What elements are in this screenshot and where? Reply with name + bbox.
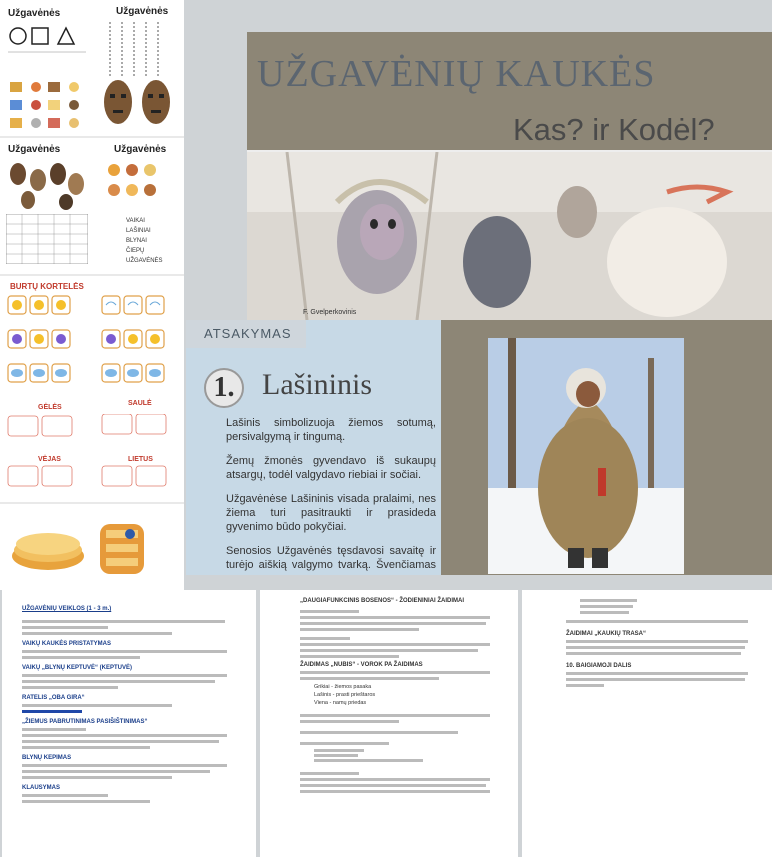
worksheet-title: Užgavėnės <box>116 6 169 17</box>
fortune-cards-thumbnail[interactable] <box>0 276 184 502</box>
label-cards <box>6 414 178 494</box>
mask-collage <box>6 160 88 210</box>
word-item: UŽGAVĖNĖS <box>126 258 163 264</box>
doc-item: Lašinis - prasti prieštaros <box>314 692 376 698</box>
pancake-thumbnail[interactable] <box>0 504 184 590</box>
card-label-vejas: VĖJAS <box>38 456 61 463</box>
document-page-1[interactable] <box>2 590 256 857</box>
answer-number: 1. <box>204 368 244 408</box>
document-page-3[interactable] <box>522 590 772 857</box>
answer-body <box>226 416 436 574</box>
photo-credit: F. Gvelperkovinis <box>303 309 357 316</box>
answer-paragraph: Senosios Užgavėnės tęsdavosi savaitę ir turėjo aiškią valgymo tvarką. Švenčiamas <box>226 545 436 571</box>
worksheet-title: Užgavėnės <box>8 144 61 155</box>
carnival-photo <box>247 152 772 320</box>
doc-item: RATELIS „OBA GIRA“ <box>22 695 85 701</box>
food-illustrations <box>102 160 174 206</box>
answer-paragraph: Lašinis simbolizuoja žiemos sotumą, persivalgymą ir tingumą. <box>226 417 436 443</box>
shapes-illustration <box>8 24 86 54</box>
doc-item: BLYNŲ KEPIMAS <box>22 755 72 761</box>
title-slide[interactable] <box>247 32 772 320</box>
worksheet-thumbnail-4[interactable] <box>92 138 184 274</box>
worksheet-title: Užgavėnės <box>8 8 61 19</box>
answer-paragraph: Žemų žmonės gyvendavo iš sukaupų atsargų, todėl valgydavo riebiai ir sočiai. <box>226 455 436 481</box>
doc-item: ŽAIDIMAI „KAUKIŲ TRASA“ <box>566 631 646 637</box>
cards-title: BURTŲ KORTELĖS <box>10 282 84 291</box>
doc-item: VAIKŲ KAUKĖS PRISTATYMAS <box>22 641 112 647</box>
word-item: ČIEPŲ <box>126 248 145 254</box>
card-label-saule: SAULĖ <box>128 400 152 407</box>
card-label-geles: GĖLĖS <box>38 404 62 411</box>
lasininis-photo <box>488 338 684 574</box>
doc-item: Viena - namų priedas <box>314 700 367 706</box>
doc-item: ŽAIDIMAS „NUBIS“ - VOROK PA ŽAIDIMAS <box>300 662 423 668</box>
word-item: VAIKAI <box>126 218 145 224</box>
word-list <box>126 218 182 264</box>
worksheet-thumbnail-2[interactable] <box>92 0 184 136</box>
slide-title: UŽGAVĖNIŲ KAUKĖS <box>257 53 656 95</box>
slide-subtitle: Kas? ir Kodėl? <box>513 112 715 147</box>
doc-heading: „DAUGIAFUNKCINIS BOSENOS“ - ŽODIENINIAI ŽAIDIMAI <box>300 598 465 604</box>
word-item: BLYNAI <box>126 238 147 244</box>
tracing-lines <box>102 22 174 77</box>
worksheet-thumbnail-1[interactable] <box>0 0 92 136</box>
card-label-lietus: LIETUS <box>128 456 153 463</box>
weather-cards-grid <box>6 294 178 390</box>
worksheet-thumbnail-3[interactable] <box>0 138 92 274</box>
answer-heading: Lašininis <box>262 368 372 401</box>
answer-slide[interactable] <box>186 320 772 575</box>
document-page-2[interactable] <box>260 590 518 857</box>
doc-item: Grikiai - žiemos pasaka <box>314 684 372 690</box>
doc-heading: UŽGAVĖNIŲ VEIKLOS (1 - 3 m.) <box>22 606 112 612</box>
food-icons-grid <box>8 80 86 130</box>
answer-paragraph: Užgavėnėse Lašininis visada pralaimi, nes žiema turi pasitraukti ir prasideda gyvenimo būdo pokyčiai. <box>226 493 436 533</box>
doc-item: KLAUSYMAS <box>22 785 61 791</box>
doc-item: VAIKŲ „BLYNŲ KEPTUVĖ“ (KEPTUVĖ) <box>22 665 133 671</box>
left-panel <box>0 0 184 590</box>
doc-item: „ŽIEMUS PABRUTINIMAS PASIŠIŠTINIMAS“ <box>22 719 148 725</box>
pancake-illustration <box>4 514 180 584</box>
answer-tab: ATSAKYMAS <box>186 320 306 348</box>
grid-exercise <box>6 214 88 264</box>
doc-item: 10. BAIGIAMOJI DALIS <box>566 663 632 669</box>
mask-images <box>100 76 176 128</box>
word-item: LAŠINIAI <box>126 228 151 234</box>
worksheet-title: Užgavėnės <box>114 144 167 155</box>
